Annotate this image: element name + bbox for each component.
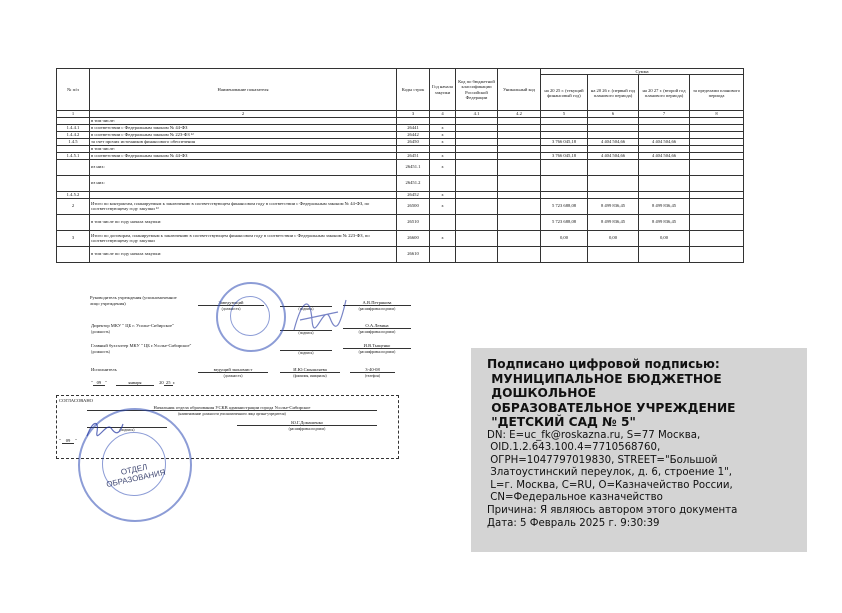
cell-v1 xyxy=(541,117,588,124)
date-day: 09 xyxy=(93,380,105,386)
accountant-name: И.В.Тыщенко xyxy=(343,343,411,349)
cell-empty xyxy=(456,230,498,246)
cell-code: 26610 xyxy=(397,246,430,262)
numbering-cell: 4.1 xyxy=(456,111,498,117)
cell-empty xyxy=(498,159,541,175)
cell-v2 xyxy=(588,159,639,175)
cell-code: 26600 xyxy=(397,230,430,246)
cell-year: x xyxy=(430,152,456,159)
col-sum: Сумма xyxy=(541,69,744,75)
cell-v1 xyxy=(541,145,588,152)
cell-empty xyxy=(690,198,744,214)
cell-year: x xyxy=(430,138,456,145)
numbering-cell: 7 xyxy=(639,111,690,117)
cell-v1: 3 766 045,18 xyxy=(541,152,588,159)
numbering-cell: 2 xyxy=(90,111,397,117)
cell-v2 xyxy=(588,145,639,152)
cell-name: в соответствии с Федеральным законом № 44-ФЗ xyxy=(90,152,397,159)
signature-detail-line: CN=Федеральное казначейство xyxy=(487,492,663,504)
cell-empty xyxy=(498,117,541,124)
cell-num: 1.4.5 xyxy=(57,138,90,145)
table-row xyxy=(57,145,744,152)
executor-date xyxy=(91,380,175,386)
agreement-org: Начальник отдела образования УСКВ администрации города Усолье-Сибирское xyxy=(87,405,377,411)
cell-empty xyxy=(690,152,744,159)
signature-scribble xyxy=(290,290,350,340)
cell-v1 xyxy=(541,159,588,175)
cell-empty xyxy=(498,198,541,214)
cell-empty xyxy=(498,145,541,152)
head-name: А.В.Петрякова xyxy=(343,300,411,306)
signature-title-line: "ДЕТСКИЙ САД № 5" xyxy=(487,415,636,429)
digital-signature-box xyxy=(471,348,807,552)
kindergarten-stamp xyxy=(216,282,286,352)
executor-phone: 3-40-08 xyxy=(350,367,395,373)
cell-year xyxy=(430,214,456,230)
caption: (расшифровка подписи) xyxy=(288,427,326,431)
table-row xyxy=(57,138,744,145)
cell-name: в соответствии с Федеральным законом № 223-ФЗ ¹² xyxy=(90,131,397,138)
director-label: Директор МКУ " ЦБ г. Усолье-Сибирское" xyxy=(91,323,174,328)
cell-v2 xyxy=(588,131,639,138)
cell-empty xyxy=(456,214,498,230)
cell-empty xyxy=(498,138,541,145)
cell-empty xyxy=(456,138,498,145)
cell-code: 26451.1 xyxy=(397,159,430,175)
cell-code: 26450 xyxy=(397,138,430,145)
cell-num: 3 xyxy=(57,230,90,246)
cell-empty xyxy=(456,198,498,214)
cell-empty xyxy=(456,246,498,262)
cell-num xyxy=(57,214,90,230)
caption: (расшифровка подписи) xyxy=(358,307,396,311)
cell-year xyxy=(430,175,456,191)
caption: (телефон) xyxy=(364,374,381,378)
cell-name: в том числе по году начала закупки: xyxy=(90,246,397,262)
numbering-cell: 5 xyxy=(541,111,588,117)
signature-detail-line: DN: E=uc_fk@roskazna.ru, S=77 Москва, xyxy=(487,429,701,441)
caption: (расшифровка подписи) xyxy=(358,330,396,334)
cell-empty xyxy=(456,191,498,198)
table-row xyxy=(57,246,744,262)
cell-name: в том числе по году начала закупки: xyxy=(90,214,397,230)
year-suffix: г. xyxy=(172,380,176,385)
signature-scribble xyxy=(85,418,125,442)
col-code: Коды строк xyxy=(397,69,430,111)
cell-num: 1.4.4.1 xyxy=(57,124,90,131)
cell-code: 26451 xyxy=(397,152,430,159)
caption: (должность) xyxy=(223,374,243,378)
col-num: № п/п xyxy=(57,69,90,111)
signature-detail-line: Причина: Я являюсь автором этого документа xyxy=(487,505,738,517)
date-month: января xyxy=(116,380,154,386)
cell-num xyxy=(57,159,90,175)
stamp-inner-ring xyxy=(230,296,270,336)
agreement-title: СОГЛАСОВАНО xyxy=(59,398,94,403)
cell-empty xyxy=(498,175,541,191)
cell-num xyxy=(57,145,90,152)
cell-year: x xyxy=(430,230,456,246)
agreement-name: Ю.Г.Домашенко xyxy=(237,420,377,426)
signature-title-line: Подписано цифровой подписью: xyxy=(487,357,720,371)
cell-v3: 0,00 xyxy=(639,230,690,246)
signature-title-line: ОБРАЗОВАТЕЛЬНОЕ УЧРЕЖДЕНИЕ xyxy=(487,400,736,415)
col-y3: на 20 27 г. (второй год планового периода) xyxy=(639,75,690,111)
cell-name: в том числе: xyxy=(90,145,397,152)
executor-label: Исполнитель xyxy=(91,367,117,372)
executor-name: И.Ю.Смышляева xyxy=(280,367,340,373)
cell-empty xyxy=(498,246,541,262)
cell-code xyxy=(397,117,430,124)
cell-name: Итого по договорам, планируемым к заключению в соответствующем финансовом году в соответствии с Федеральным законом № 223-ФЗ, по соответствующему году закупки xyxy=(90,230,397,246)
quote: " xyxy=(104,380,107,385)
cell-name: в соответствии с Федеральным законом № 44-ФЗ xyxy=(90,124,397,131)
date-day: 09 xyxy=(62,438,74,444)
table-row xyxy=(57,230,744,246)
cell-v2 xyxy=(588,124,639,131)
cell-year: x xyxy=(430,124,456,131)
numbering-cell: 1 xyxy=(57,111,90,117)
caption: (подпись) xyxy=(119,428,135,432)
cell-year xyxy=(430,145,456,152)
head-label: Руководитель учреждения (уполномоченное лицо учреждения) xyxy=(90,295,177,306)
cell-year: x xyxy=(430,198,456,214)
signature-detail-line: OID.1.2.643.100.4=7710568760, xyxy=(487,442,661,454)
cell-empty xyxy=(498,131,541,138)
cell-code xyxy=(397,145,430,152)
cell-v1: 5 723 688,08 xyxy=(541,214,588,230)
signature-title-line: ДОШКОЛЬНОЕ xyxy=(487,386,597,400)
col-budget-code: Код по бюджетной классификации Российской Федерации xyxy=(456,69,498,111)
cell-v3 xyxy=(639,159,690,175)
cell-v3: 8 499 836,45 xyxy=(639,198,690,214)
table-row xyxy=(57,131,744,138)
cell-empty xyxy=(498,124,541,131)
cell-v1 xyxy=(541,175,588,191)
table-row xyxy=(57,198,744,214)
cell-v2: 4 404 504,66 xyxy=(588,138,639,145)
cell-name: из них: xyxy=(90,175,397,191)
cell-v3 xyxy=(639,131,690,138)
cell-v1: 3 766 045,18 xyxy=(541,138,588,145)
table-row xyxy=(57,191,744,198)
cell-empty xyxy=(498,230,541,246)
cell-num xyxy=(57,175,90,191)
table-row xyxy=(57,214,744,230)
cell-code: 26451.2 xyxy=(397,175,430,191)
cell-v3 xyxy=(639,175,690,191)
cell-empty xyxy=(456,145,498,152)
cell-v2: 0,00 xyxy=(588,230,639,246)
cell-v2: 4 404 504,66 xyxy=(588,152,639,159)
cell-v1: 5 723 688,08 xyxy=(541,198,588,214)
cell-code: 26510 xyxy=(397,214,430,230)
digital-signature-text xyxy=(487,357,737,530)
cell-empty xyxy=(456,117,498,124)
caption: (наименование должности уполномоченного лица органа-учредителя) xyxy=(178,412,286,416)
cell-empty xyxy=(690,214,744,230)
cell-empty xyxy=(498,191,541,198)
cell-num: 1.4.5.1 xyxy=(57,152,90,159)
numbering-cell: 8 xyxy=(690,111,744,117)
cell-empty xyxy=(456,124,498,131)
cell-name: из них: xyxy=(90,159,397,175)
cell-v3 xyxy=(639,124,690,131)
cell-empty xyxy=(690,159,744,175)
cell-num: 2 xyxy=(57,198,90,214)
agreement-date: " 09 " xyxy=(59,438,78,443)
cell-empty xyxy=(498,152,541,159)
table-row xyxy=(57,152,744,159)
signature-detail-line: ОГРН=1047797019830, STREET="Большой xyxy=(487,454,718,466)
table-row xyxy=(57,117,744,124)
cell-year xyxy=(430,117,456,124)
cell-v2 xyxy=(588,175,639,191)
stamp-text: ОТДЕЛ ОБРАЗОВАНИЯ xyxy=(105,462,167,490)
table-row xyxy=(57,159,744,175)
signature-detail-line: Дата: 5 Февраль 2025 г. 9:30:39 xyxy=(487,517,660,529)
cell-code: 26441 xyxy=(397,124,430,131)
cell-code: 26442 xyxy=(397,131,430,138)
caption: (подпись) xyxy=(298,351,314,355)
numbering-cell: 3 xyxy=(397,111,430,117)
cell-v2: 8 499 836,45 xyxy=(588,198,639,214)
table-row xyxy=(57,124,744,131)
cell-year xyxy=(430,246,456,262)
cell-v1 xyxy=(541,246,588,262)
cell-num: 1.4.5.2 xyxy=(57,191,90,198)
col-beyond: за пределами планового периода xyxy=(690,75,744,111)
cell-empty xyxy=(690,117,744,124)
cell-v3: 4 404 504,66 xyxy=(639,138,690,145)
cell-v2 xyxy=(588,191,639,198)
cell-num xyxy=(57,117,90,124)
signature-title-line: МУНИЦИПАЛЬНОЕ БЮДЖЕТНОЕ xyxy=(487,371,722,386)
signature-detail-line: Златоустинский переулок, д. 6, строение 1", xyxy=(487,467,733,479)
cell-empty xyxy=(690,145,744,152)
cell-empty xyxy=(456,159,498,175)
caption: (должность) xyxy=(91,330,110,334)
cell-v1 xyxy=(541,124,588,131)
cell-empty xyxy=(690,191,744,198)
cell-year: x xyxy=(430,131,456,138)
col-y2: на 20 26 г. (первый год планового периода) xyxy=(588,75,639,111)
cell-v3: 8 499 836,45 xyxy=(639,214,690,230)
caption: (должность) xyxy=(221,307,241,311)
cell-v3: 4 404 504,66 xyxy=(639,152,690,159)
cell-name xyxy=(90,191,397,198)
cell-v2: 8 499 836,45 xyxy=(588,214,639,230)
caption: (подпись) xyxy=(298,307,314,311)
accountant-label: Главный бухгалтер МКУ " ЦБ г.Усолье-Сибирское" xyxy=(91,343,192,348)
cell-code: 26452 xyxy=(397,191,430,198)
caption: (расшифровка подписи) xyxy=(358,350,396,354)
col-name: Наименование показателя xyxy=(90,69,397,111)
col-year: Год начала закупки xyxy=(430,69,456,111)
cell-v1 xyxy=(541,131,588,138)
plan-table xyxy=(56,68,744,263)
cell-empty xyxy=(498,214,541,230)
cell-v2 xyxy=(588,117,639,124)
cell-empty xyxy=(690,230,744,246)
cell-year: x xyxy=(430,159,456,175)
quote: " xyxy=(91,380,93,385)
numbering-cell: 4.2 xyxy=(498,111,541,117)
cell-v2 xyxy=(588,246,639,262)
cell-v3 xyxy=(639,145,690,152)
cell-name: Итого по контрактам, планируемым к заключению в соответствующем финансовом году в соответствии с Федеральным законом № 44-ФЗ, по соответствующему году закупки ¹³ xyxy=(90,198,397,214)
cell-v3 xyxy=(639,117,690,124)
cell-v3 xyxy=(639,191,690,198)
col-unique-code: Уникальный код xyxy=(498,69,541,111)
executor-position: ведущий экономист xyxy=(198,367,268,373)
date-year: 25 xyxy=(164,380,173,386)
cell-empty xyxy=(456,152,498,159)
caption: (подпись) xyxy=(298,331,314,335)
director-name: О.А.Левина xyxy=(343,323,411,329)
cell-v1 xyxy=(541,191,588,198)
signature-detail-line: L=г. Москва, C=RU, O=Казначейство России, xyxy=(487,479,733,491)
caption: (должность) xyxy=(91,350,110,354)
cell-v1: 0,00 xyxy=(541,230,588,246)
caption: (фамилия, инициалы) xyxy=(293,374,327,378)
cell-empty xyxy=(456,131,498,138)
cell-code: 26500 xyxy=(397,198,430,214)
cell-year: x xyxy=(430,191,456,198)
cell-empty xyxy=(690,246,744,262)
cell-v3 xyxy=(639,246,690,262)
cell-name: в том числе: xyxy=(90,117,397,124)
cell-num: 1.4.4.2 xyxy=(57,131,90,138)
cell-empty xyxy=(690,175,744,191)
cell-name: за счет прочих источников финансового обеспечения xyxy=(90,138,397,145)
col-y1: на 20 25 г. (текущий финансовый год) xyxy=(541,75,588,111)
cell-empty xyxy=(690,131,744,138)
cell-empty xyxy=(690,124,744,131)
cell-empty xyxy=(690,138,744,145)
head-position: Заведующий xyxy=(198,300,264,306)
table-row xyxy=(57,175,744,191)
year-prefix: 20 xyxy=(159,380,164,385)
cell-empty xyxy=(456,175,498,191)
numbering-cell: 4 xyxy=(430,111,456,117)
cell-num xyxy=(57,246,90,262)
numbering-cell: 6 xyxy=(588,111,639,117)
